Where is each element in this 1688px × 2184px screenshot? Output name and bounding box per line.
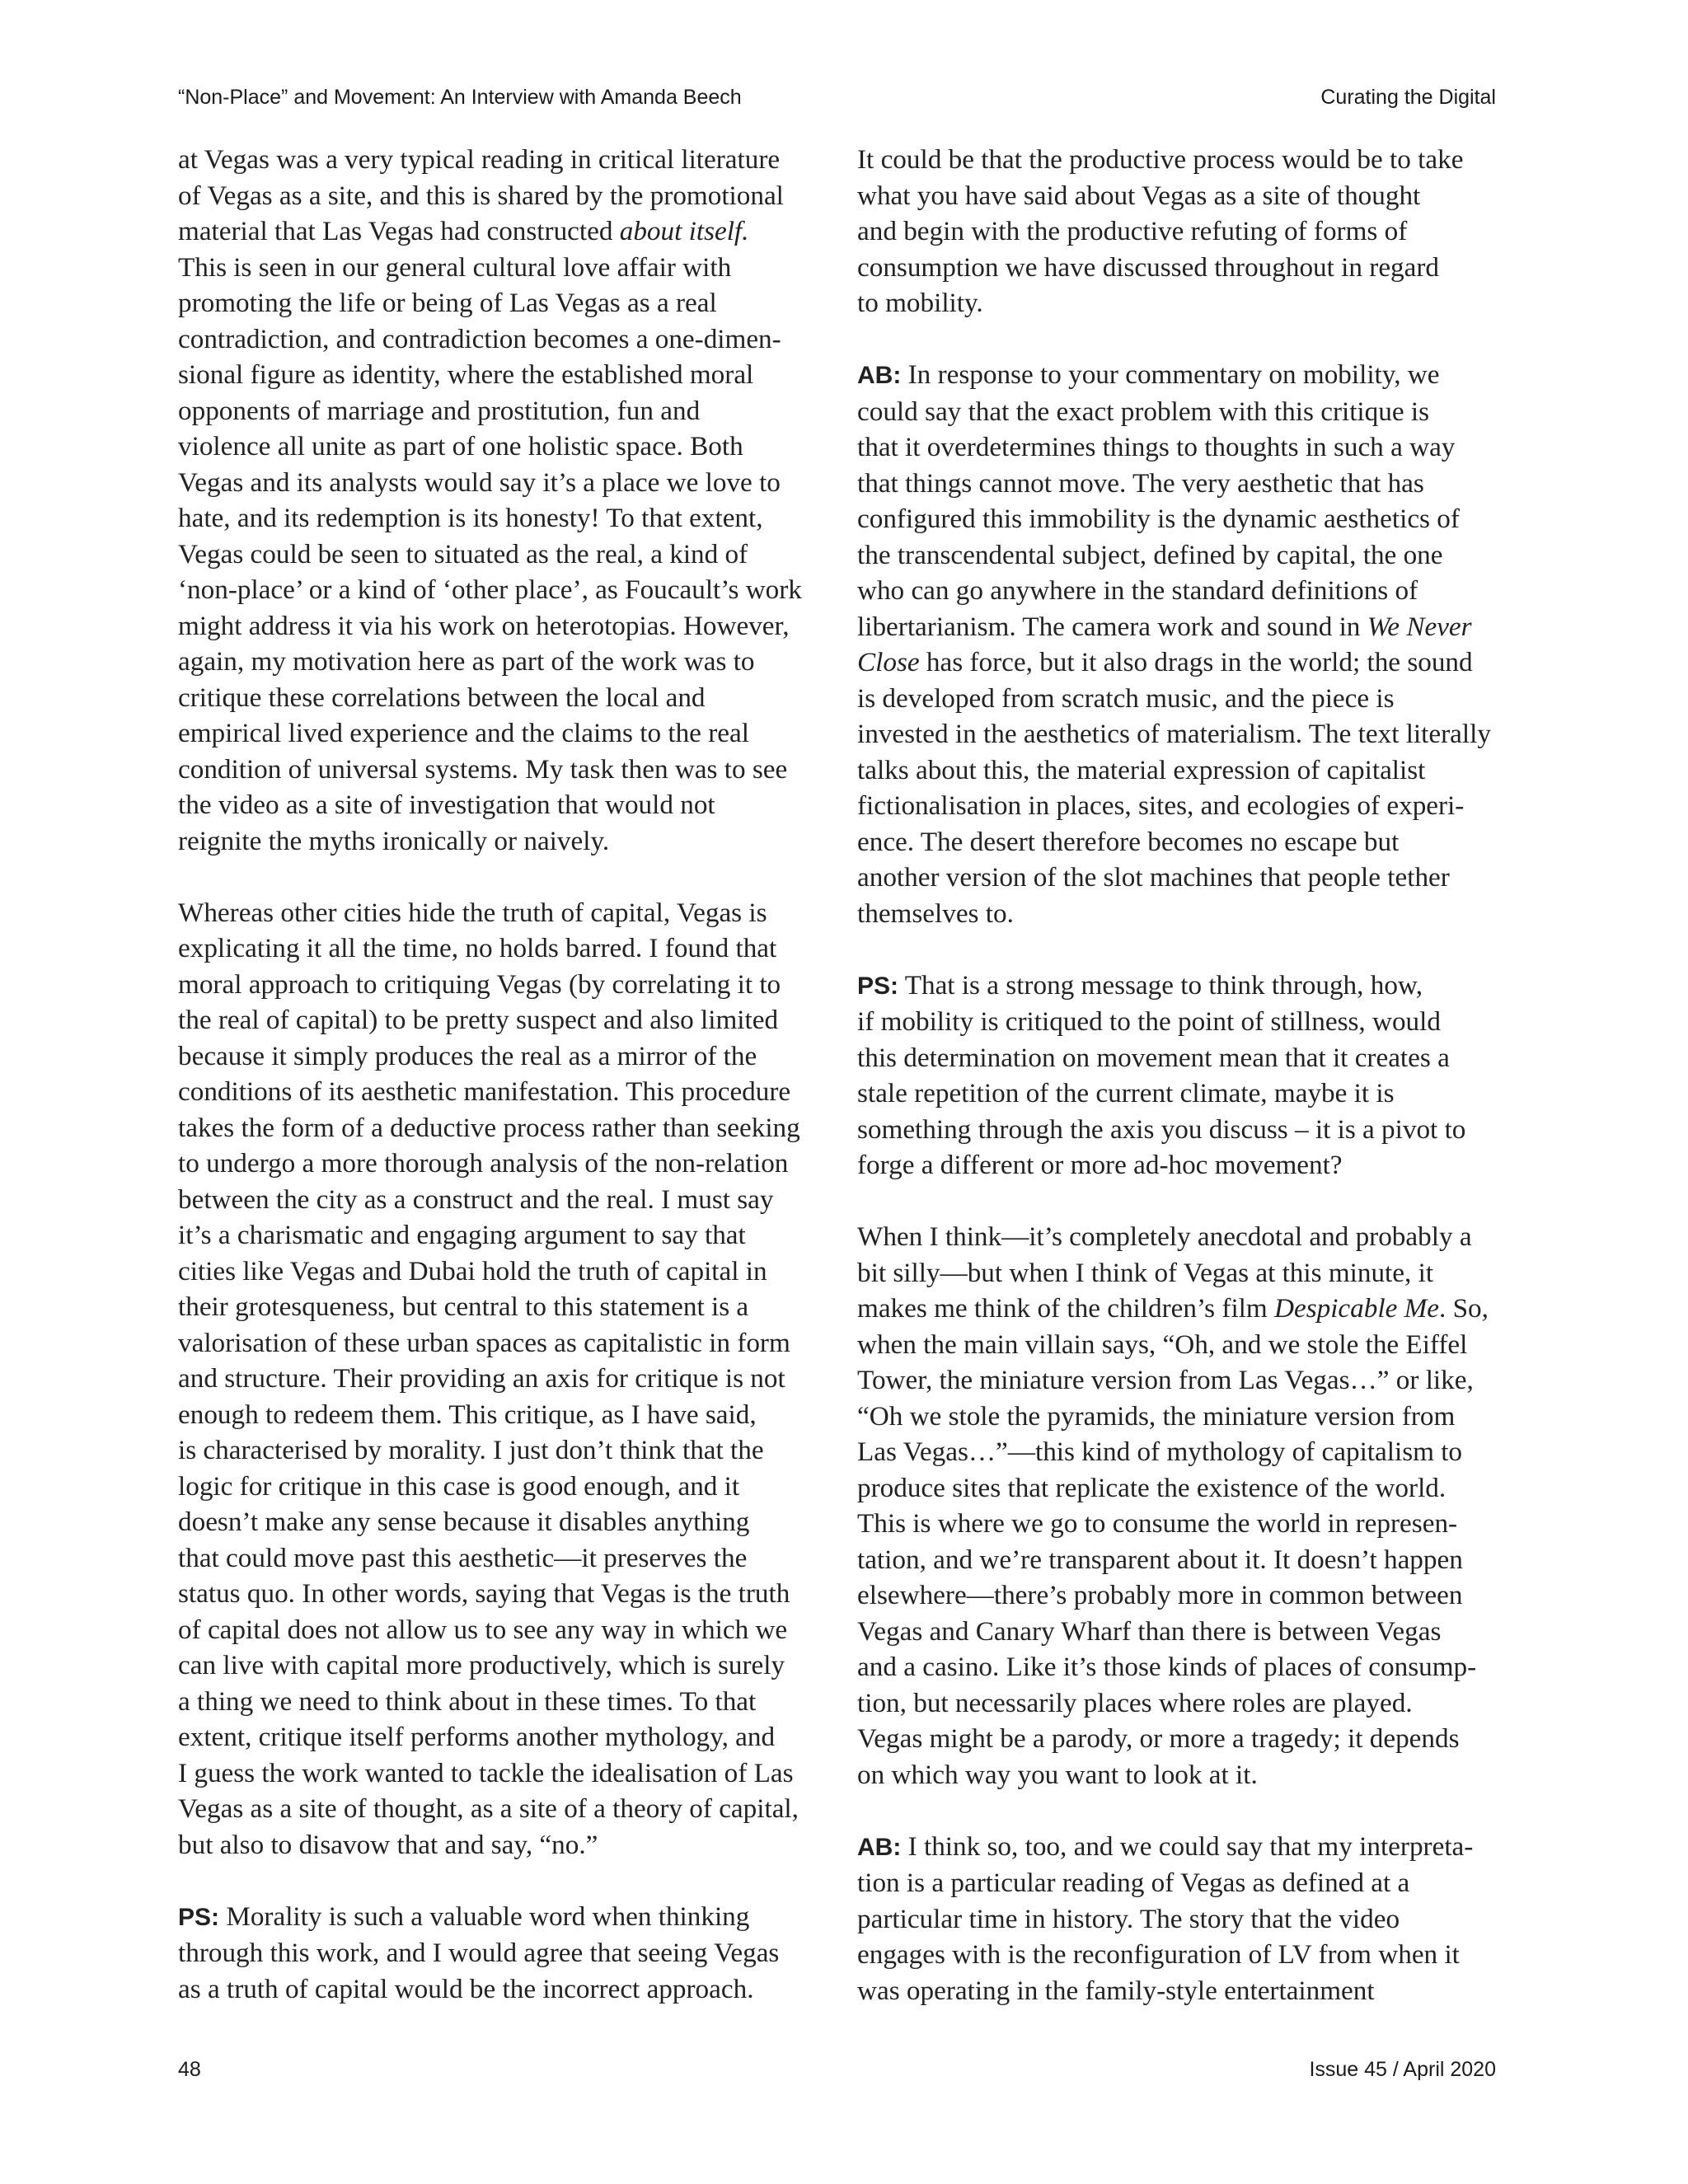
text-line: reignite the myths ironically or naively.	[178, 825, 610, 856]
text-line: to mobility.	[857, 288, 983, 318]
text-line: fictionalisation in places, sites, and ecologies of experi-	[857, 790, 1465, 821]
text-line: the video as a site of investigation that would not	[178, 790, 715, 820]
speaker-label: AB:	[857, 1833, 902, 1861]
text-line: the real of capital) to be pretty suspect and also limited	[178, 1005, 779, 1035]
issue-label: Issue 45 / April 2020	[1309, 2058, 1496, 2081]
running-header-title: “Non-Place” and Movement: An Interview with Amanda Beech	[178, 86, 742, 109]
text-line: this determination on movement mean that it creates a	[857, 1042, 1450, 1073]
speaker-label: PS:	[178, 1903, 220, 1931]
text-line	[857, 357, 1502, 394]
speaker-label: PS:	[857, 972, 899, 1000]
text-line: on which way you want to look at it.	[857, 1759, 1258, 1790]
text-line: when the main villain says, “Oh, and we stole the Eiffel	[857, 1329, 1468, 1360]
text-line: doesn’t make any sense because it disables anything	[178, 1507, 750, 1537]
text-line: through this work, and I would agree that seeing Vegas	[178, 1938, 780, 1968]
text-line: between the city as a construct and the real. I must say	[178, 1183, 774, 1215]
text-line: another version of the slot machines that people tether	[857, 862, 1450, 893]
text-line: produce sites that replicate the existence of the world.	[857, 1472, 1447, 1503]
text-line: the transcendental subject, defined by capital, the one	[857, 539, 1443, 570]
text-line: again, my motivation here as part of the work was to	[178, 646, 755, 677]
text-run: I think so, too, and we could say that my interpreta-	[901, 1830, 1474, 1862]
text-line: tation, and we’re transparent about it. It doesn’t happen	[857, 1544, 1463, 1575]
text-line: at Vegas was a very typical reading in critical literature	[178, 144, 781, 175]
paragraph	[857, 1219, 1502, 1793]
text-run: makes me think of the children’s film	[857, 1293, 1274, 1324]
text-line: It could be that the productive process would be to take	[857, 144, 1464, 175]
text-line: bit silly—but when I think of Vegas at this minute, it	[857, 1257, 1434, 1288]
text-run: has force, but it also drags in the world; the sound	[919, 647, 1473, 677]
text-run: libertarianism. The camera work and sound in	[857, 611, 1367, 642]
text-line: contradiction, and contradiction becomes a one-dimen-	[178, 323, 781, 354]
text-line: elsewhere—there’s probably more in common between	[857, 1580, 1463, 1610]
text-line: critique these correlations between the local and	[178, 682, 706, 713]
text-line: valorisation of these urban spaces as capitalistic in form	[178, 1327, 790, 1358]
text-line: This is where we go to consume the world in represen-	[857, 1508, 1458, 1539]
text-line: could say that the exact problem with this critique is	[857, 396, 1430, 427]
text-line: Tower, the miniature version from Las Vegas…” or like,	[857, 1365, 1474, 1395]
text-line: cities like Vegas and Dubai hold the truth of capital in	[178, 1255, 767, 1286]
text-line: and structure. Their providing an axis for critique is not	[178, 1363, 785, 1394]
right-column	[857, 142, 1502, 2008]
text-line: is developed from scratch music, and the piece is	[857, 682, 1395, 714]
text-line: as a truth of capital would be the incorrect approach.	[178, 1973, 754, 2004]
text-line	[857, 609, 1502, 645]
text-line: consumption we have discussed throughout in regard	[857, 251, 1440, 283]
text-line: conditions of its aesthetic manifestation. This procedure	[178, 1076, 791, 1107]
text-line: tion, but necessarily places where roles are played.	[857, 1687, 1413, 1718]
paragraph	[857, 968, 1502, 1183]
text-line: is characterised by morality. I just don’t think that the	[178, 1435, 764, 1465]
text-run: That is a strong message to think through, how,	[898, 969, 1423, 1001]
text-line: “Oh we stole the pyramids, the miniature version from	[857, 1400, 1456, 1432]
text-line: promoting the life or being of Las Vegas as a real	[178, 288, 717, 318]
italic-text: about itself.	[619, 216, 749, 246]
text-line: was operating in the family-style entertainment	[857, 1975, 1375, 2006]
text-line: opponents of marriage and prostitution, fun and	[178, 395, 701, 426]
text-line: invested in the aesthetics of materialism. The text literally	[857, 719, 1491, 749]
text-line: Vegas and its analysts would say it’s a place we love to	[178, 466, 781, 498]
text-line: explicating it all the time, no holds barred. I found that	[178, 933, 777, 963]
paragraph	[857, 1829, 1502, 2009]
text-line: moral approach to critiquing Vegas (by correlating it to	[178, 968, 781, 1000]
text-line: themselves to.	[857, 898, 1014, 929]
text-line: sional figure as identity, where the established moral	[178, 359, 754, 390]
text-line: can live with capital more productively, which is surely	[178, 1650, 785, 1680]
text-line: When I think—it’s completely anecdotal and probably a	[857, 1221, 1472, 1252]
text-line: ‘non-place’ or a kind of ‘other place’, as Foucault’s work	[178, 574, 802, 605]
text-line: and begin with the productive refuting of forms of	[857, 216, 1408, 246]
text-run: . So,	[1438, 1293, 1489, 1324]
text-line: Whereas other cities hide the truth of capital, Vegas is	[178, 897, 767, 928]
text-line: violence all unite as part of one holistic space. Both	[178, 431, 743, 462]
text-line: of capital does not allow us to see any way in which we	[178, 1614, 788, 1645]
text-line: ence. The desert therefore becomes no escape but	[857, 826, 1400, 857]
text-line: Vegas could be seen to situated as the real, a kind of	[178, 538, 748, 569]
text-line: condition of universal systems. My task then was to see	[178, 753, 788, 785]
text-line	[857, 644, 1502, 681]
text-line: Vegas as a site of thought, as a site of a theory of capital,	[178, 1793, 799, 1824]
text-line: status quo. In other words, saying that Vegas is the truth	[178, 1578, 790, 1609]
text-line: empirical lived experience and the claims to the real	[178, 718, 749, 748]
italic-text: Close	[857, 647, 920, 677]
text-line: logic for critique in this case is good enough, and it	[178, 1470, 740, 1502]
text-line: their grotesqueness, but central to this statement is a	[178, 1291, 749, 1322]
text-line: This is seen in our general cultural love affair with	[178, 251, 732, 283]
text-line: what you have said about Vegas as a site of thought	[857, 180, 1421, 211]
text-line: enough to redeem them. This critique, as I have said,	[178, 1399, 757, 1430]
text-line	[857, 968, 1502, 1005]
text-run: material that Las Vegas had constructed	[178, 216, 620, 246]
text-line: Las Vegas…”—this kind of mythology of capitalism to	[857, 1436, 1463, 1467]
text-line: takes the form of a deductive process rather than seeking	[178, 1112, 800, 1143]
text-line	[178, 1899, 823, 1936]
text-line: engages with is the reconfiguration of LV from when it	[857, 1939, 1460, 1970]
text-line: Vegas might be a parody, or more a tragedy; it depends	[857, 1723, 1460, 1754]
text-line: extent, critique itself performs another mythology, and	[178, 1722, 776, 1752]
text-line: Vegas and Canary Wharf than there is between Vegas	[857, 1615, 1442, 1647]
italic-text: We Never	[1367, 611, 1472, 642]
paragraph	[178, 142, 823, 859]
text-line: and a casino. Like it’s those kinds of places of consump-	[857, 1652, 1477, 1682]
text-line: I guess the work wanted to tackle the idealisation of Las	[178, 1757, 794, 1788]
text-line: to undergo a more thorough analysis of the non-relation	[178, 1148, 789, 1179]
text-line: hate, and its redemption is its honesty! To that extent,	[178, 503, 763, 533]
text-line: who can go anywhere in the standard definitions of	[857, 575, 1418, 606]
text-line: stale repetition of the current climate, maybe it is	[857, 1078, 1395, 1108]
text-line	[857, 1291, 1502, 1327]
text-line: configured this immobility is the dynamic aesthetics of	[857, 504, 1460, 534]
text-line: a thing we need to think about in these times. To that	[178, 1685, 757, 1717]
paragraph	[857, 357, 1502, 931]
paragraph	[178, 895, 823, 1863]
paragraph	[857, 142, 1502, 321]
italic-text: Despicable Me	[1274, 1293, 1439, 1324]
text-line: because it simply produces the real as a mirror of the	[178, 1040, 757, 1071]
text-line: talks about this, the material expression of capitalist	[857, 754, 1426, 785]
text-line: that it overdetermines things to thoughts in such a way	[857, 432, 1456, 462]
text-line: but also to disavow that and say, “no.”	[178, 1829, 598, 1860]
page-number: 48	[178, 2058, 201, 2081]
text-line: that things cannot move. The very aesthetic that has	[857, 467, 1424, 499]
text-line	[178, 213, 823, 250]
text-line	[857, 1829, 1502, 1866]
text-line: if mobility is critiqued to the point of stillness, would	[857, 1006, 1441, 1037]
text-line: tion is a particular reading of Vegas as defined at a	[857, 1868, 1410, 1898]
text-line: might address it via his work on heterotopias. However,	[178, 610, 790, 641]
left-column	[178, 142, 823, 2007]
text-run: In response to your commentary on mobility, we	[901, 359, 1440, 390]
running-header-section: Curating the Digital	[1320, 86, 1496, 109]
text-line: that could move past this aesthetic—it preserves the	[178, 1542, 748, 1573]
text-line: it’s a charismatic and engaging argument to say that	[178, 1220, 746, 1250]
paragraph	[178, 1899, 823, 2008]
text-run: Morality is such a valuable word when thinking	[219, 1900, 750, 1932]
speaker-label: AB:	[857, 362, 902, 389]
text-line: of Vegas as a site, and this is shared by the promotional	[178, 180, 784, 211]
text-line: particular time in history. The story that the video	[857, 1903, 1400, 1934]
text-line: forge a different or more ad-hoc movement?	[857, 1150, 1343, 1180]
text-line: something through the axis you discuss – it is a pivot to	[857, 1113, 1466, 1145]
